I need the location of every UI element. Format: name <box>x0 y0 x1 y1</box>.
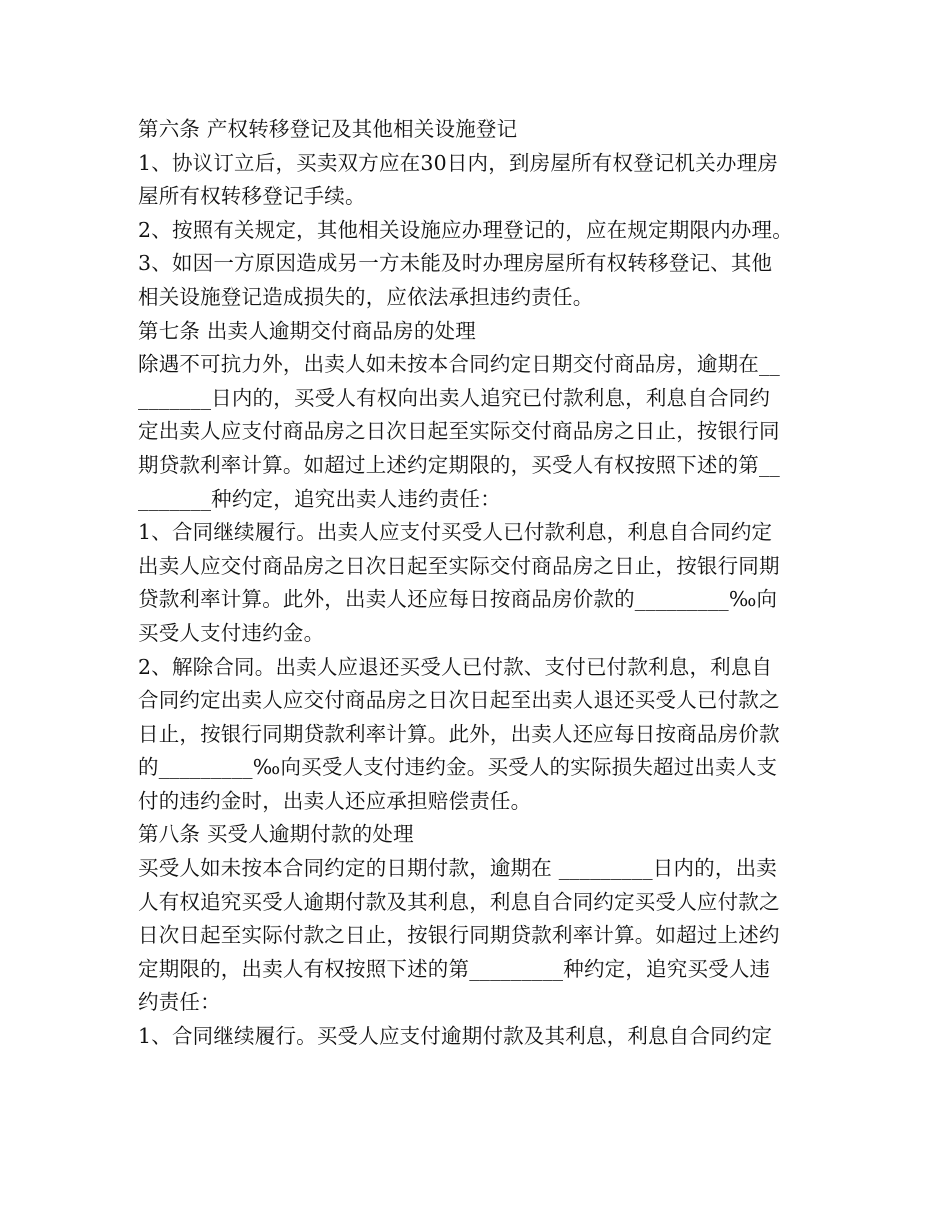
text-line: 2、解除合同。出卖人应退还买受人已付款、支付已付款利息，利息自 <box>138 654 773 679</box>
text-line: _______种约定，追究出卖人违约责任： <box>138 486 501 511</box>
text-line: 1、合同继续履行。买受人应支付逾期付款及其利息，利息自合同约定 <box>138 1024 773 1049</box>
text-line: 1、协议订立后，买卖双方应在30日内，到房屋所有权登记机关办理房 <box>138 150 779 175</box>
document-body <box>138 113 818 1054</box>
text-line: 日次日起至实际付款之日止，按银行同期贷款利率计算。如超过上述约 <box>138 923 780 948</box>
text-line: 定期限的，出卖人有权按照下述的第_________种约定，追究买受人违 <box>138 956 771 981</box>
text-line: 除遇不可抗力外，出卖人如未按本合同约定日期交付商品房，逾期在__ <box>138 352 780 377</box>
text-line: 日止，按银行同期贷款利率计算。此外，出卖人还应每日按商品房价款 <box>138 721 780 746</box>
text-line: 贷款利率计算。此外，出卖人还应每日按商品房价款的_________‰向 <box>138 587 778 612</box>
text-line: 人有权追究买受人逾期付款及其利息，利息自合同约定买受人应付款之 <box>138 889 780 914</box>
text-line: 买受人支付违约金。 <box>138 620 325 645</box>
text-line: 定出卖人应支付商品房之日次日起至实际交付商品房之日止，按银行同 <box>138 419 780 444</box>
text-line: 相关设施登记造成损失的，应依法承担违约责任。 <box>138 284 594 309</box>
article-6-heading: 第六条 产权转移登记及其他相关设施登记 <box>138 117 518 141</box>
text-line: 2、按照有关规定，其他相关设施应办理登记的，应在规定期限内办理。 <box>138 217 793 242</box>
text-line: 屋所有权转移登记手续。 <box>138 184 366 209</box>
text-line: 出卖人应交付商品房之日次日起至实际交付商品房之日止，按银行同期 <box>138 553 780 578</box>
text-line: _______日内的，买受人有权向出卖人追究已付款利息，利息自合同约 <box>138 385 771 410</box>
text-line: 约责任： <box>138 990 221 1015</box>
text-line: 买受人如未按本合同约定的日期付款，逾期在 _________日内的，出卖 <box>138 856 777 881</box>
text-line: 的_________‰向买受人支付违约金。买受人的实际损失超过出卖人支 <box>138 755 778 780</box>
text-line: 3、如因一方原因造成另一方未能及时办理房屋所有权转移登记、其他 <box>138 251 773 276</box>
article-8-heading: 第八条 买受人逾期付款的处理 <box>138 822 414 847</box>
text-line: 1、合同继续履行。出卖人应支付买受人已付款利息，利息自合同约定 <box>138 520 773 545</box>
text-line: 付的违约金时，出卖人还应承担赔偿责任。 <box>138 788 532 813</box>
article-7-heading: 第七条 出卖人逾期交付商品房的处理 <box>138 318 476 343</box>
text-line: 合同约定出卖人应交付商品房之日次日起至出卖人退还买受人已付款之 <box>138 688 780 713</box>
text-line: 期贷款利率计算。如超过上述约定期限的，买受人有权按照下述的第__ <box>138 452 780 477</box>
